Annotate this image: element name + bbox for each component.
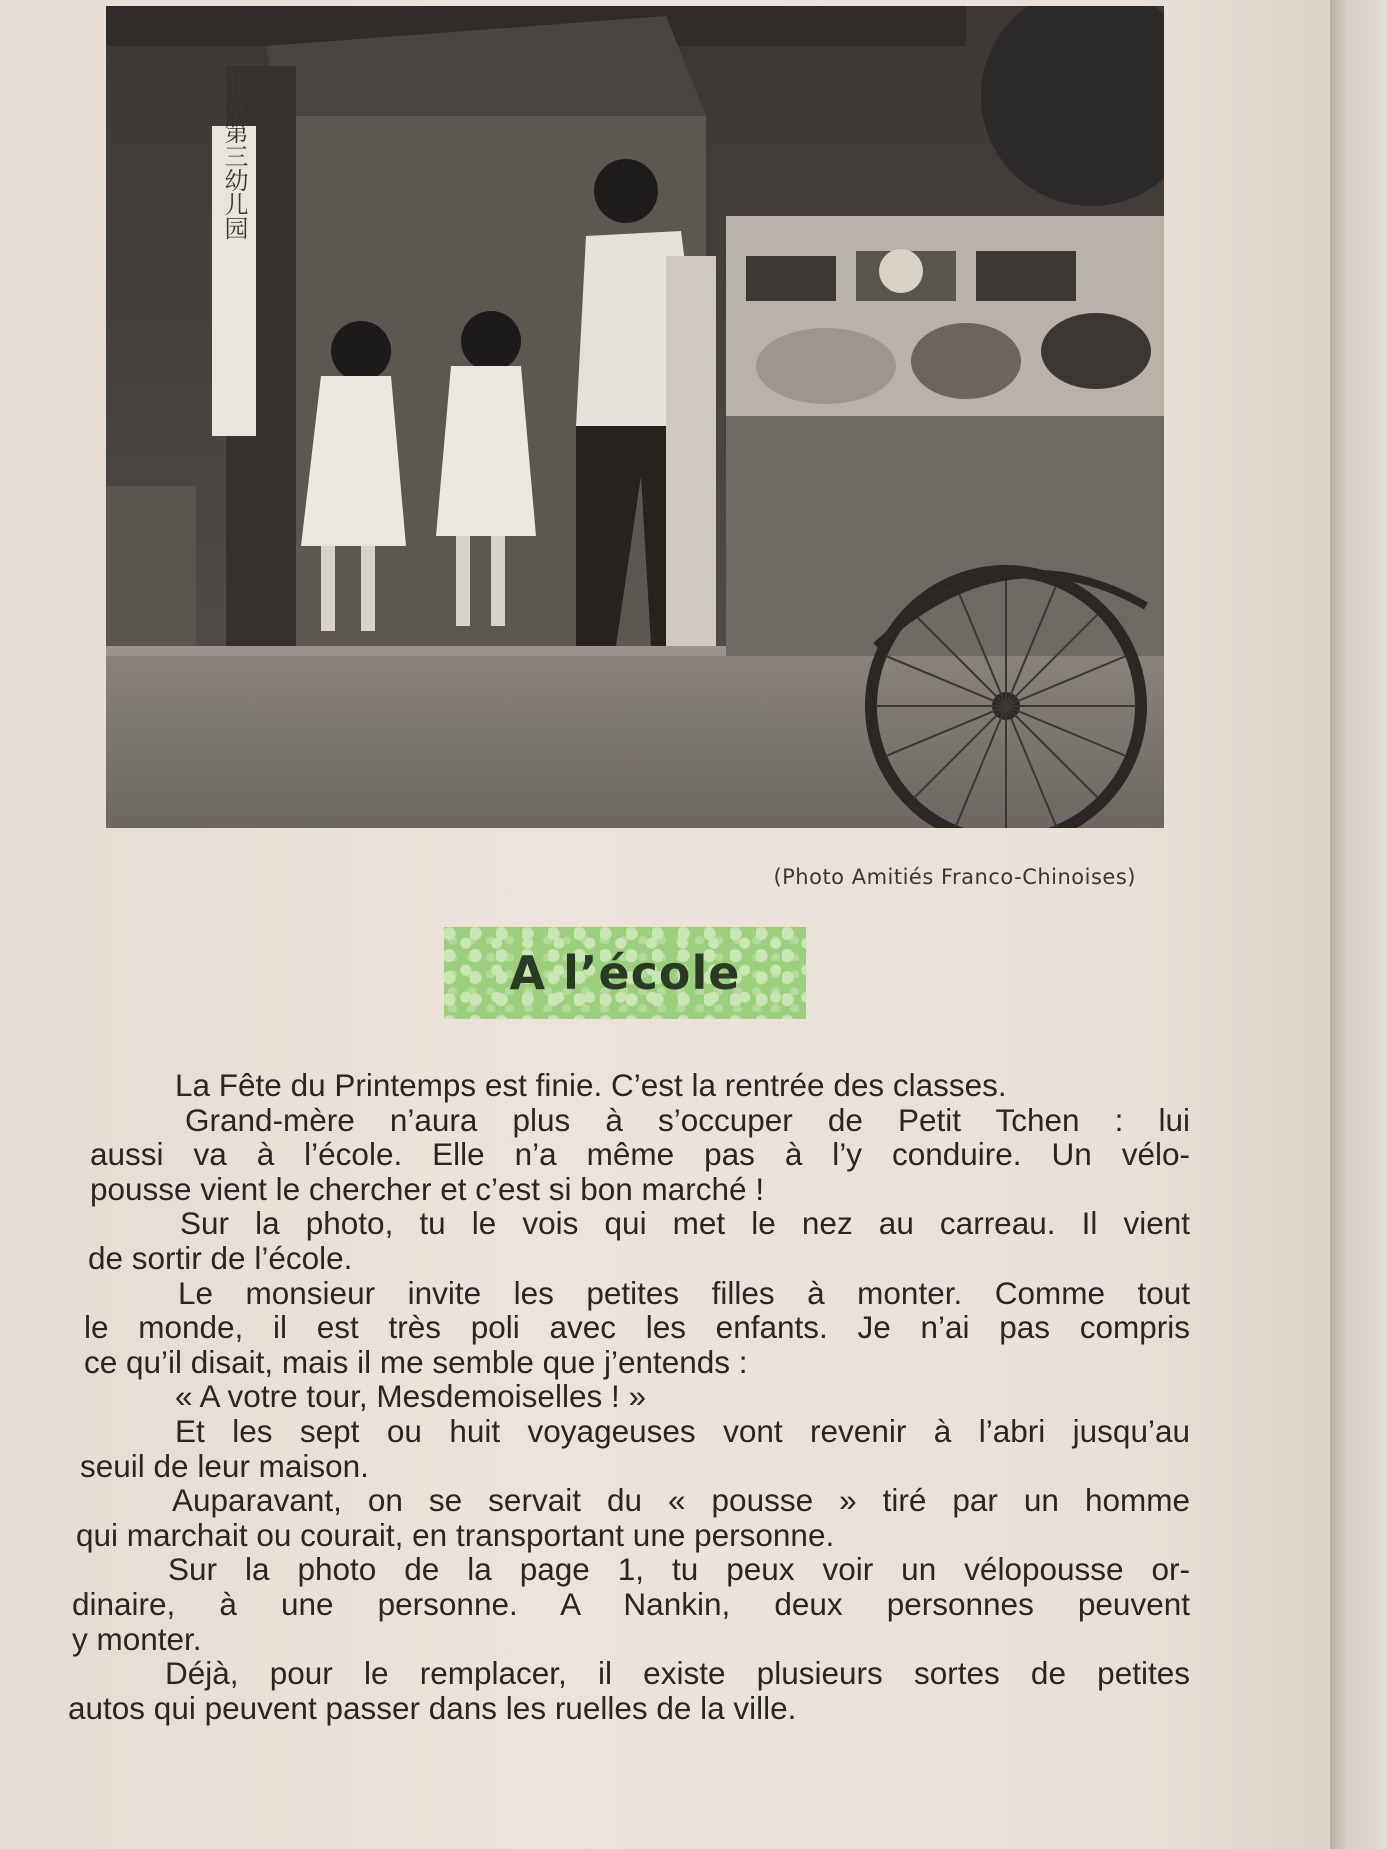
article-body (60, 1068, 1190, 1725)
text-line: « A votre tour, Mesdemoiselles ! » (175, 1378, 646, 1415)
photo-caption: (Photo Amitiés Franco-Chinoises) (773, 865, 1136, 889)
text-line: Sur la photo de la page 1, tu peux voir un vélopousse or- (168, 1551, 1190, 1588)
text-line: qui marchait ou courait, en transportant une personne. (76, 1516, 835, 1553)
text-line: de sortir de l’école. (88, 1239, 353, 1276)
text-line: Grand-mère n’aura plus à s’occuper de Petit Tchen : lui (185, 1101, 1190, 1138)
text-line: Sur la photo, tu le vois qui met le nez au carreau. Il vient (180, 1205, 1190, 1242)
text-line: le monde, il est très poli avec les enfants. Je n’ai pas compris (84, 1309, 1190, 1346)
text-line: Le monsieur invite les petites filles à monter. Comme tout (178, 1274, 1190, 1311)
section-title-banner (444, 927, 806, 1019)
school-sign-text: 北京第三幼儿园 (220, 72, 248, 240)
text-line: y monter. (72, 1620, 202, 1657)
text-line: aussi va à l’école. Elle n’a même pas à l’y conduire. Un vélo- (90, 1136, 1190, 1173)
kindergarten-photo (106, 6, 1164, 828)
text-line: Et les sept ou huit voyageuses vont revenir à l’abri jusqu’au (175, 1412, 1190, 1449)
photo-illustration (106, 6, 1164, 828)
text-line: dinaire, à une personne. A Nankin, deux personnes peuvent (72, 1585, 1190, 1622)
section-title: A l’école (509, 946, 741, 1000)
book-spine-edge (1330, 0, 1387, 1849)
text-line: La Fête du Printemps est finie. C’est la rentrée des classes. (175, 1067, 1007, 1103)
text-line: ce qu’il disait, mais il me semble que j’entends : (84, 1343, 748, 1380)
text-line: autos qui peuvent passer dans les ruelles de la ville. (68, 1689, 797, 1726)
text-line: pousse vient le chercher et c’est si bon marché ! (90, 1170, 765, 1207)
text-line: seuil de leur maison. (80, 1447, 369, 1484)
text-line: Déjà, pour le remplacer, il existe plusieurs sortes de petites (165, 1655, 1190, 1692)
text-line: Auparavant, on se servait du « pousse » tiré par un homme (172, 1482, 1190, 1519)
